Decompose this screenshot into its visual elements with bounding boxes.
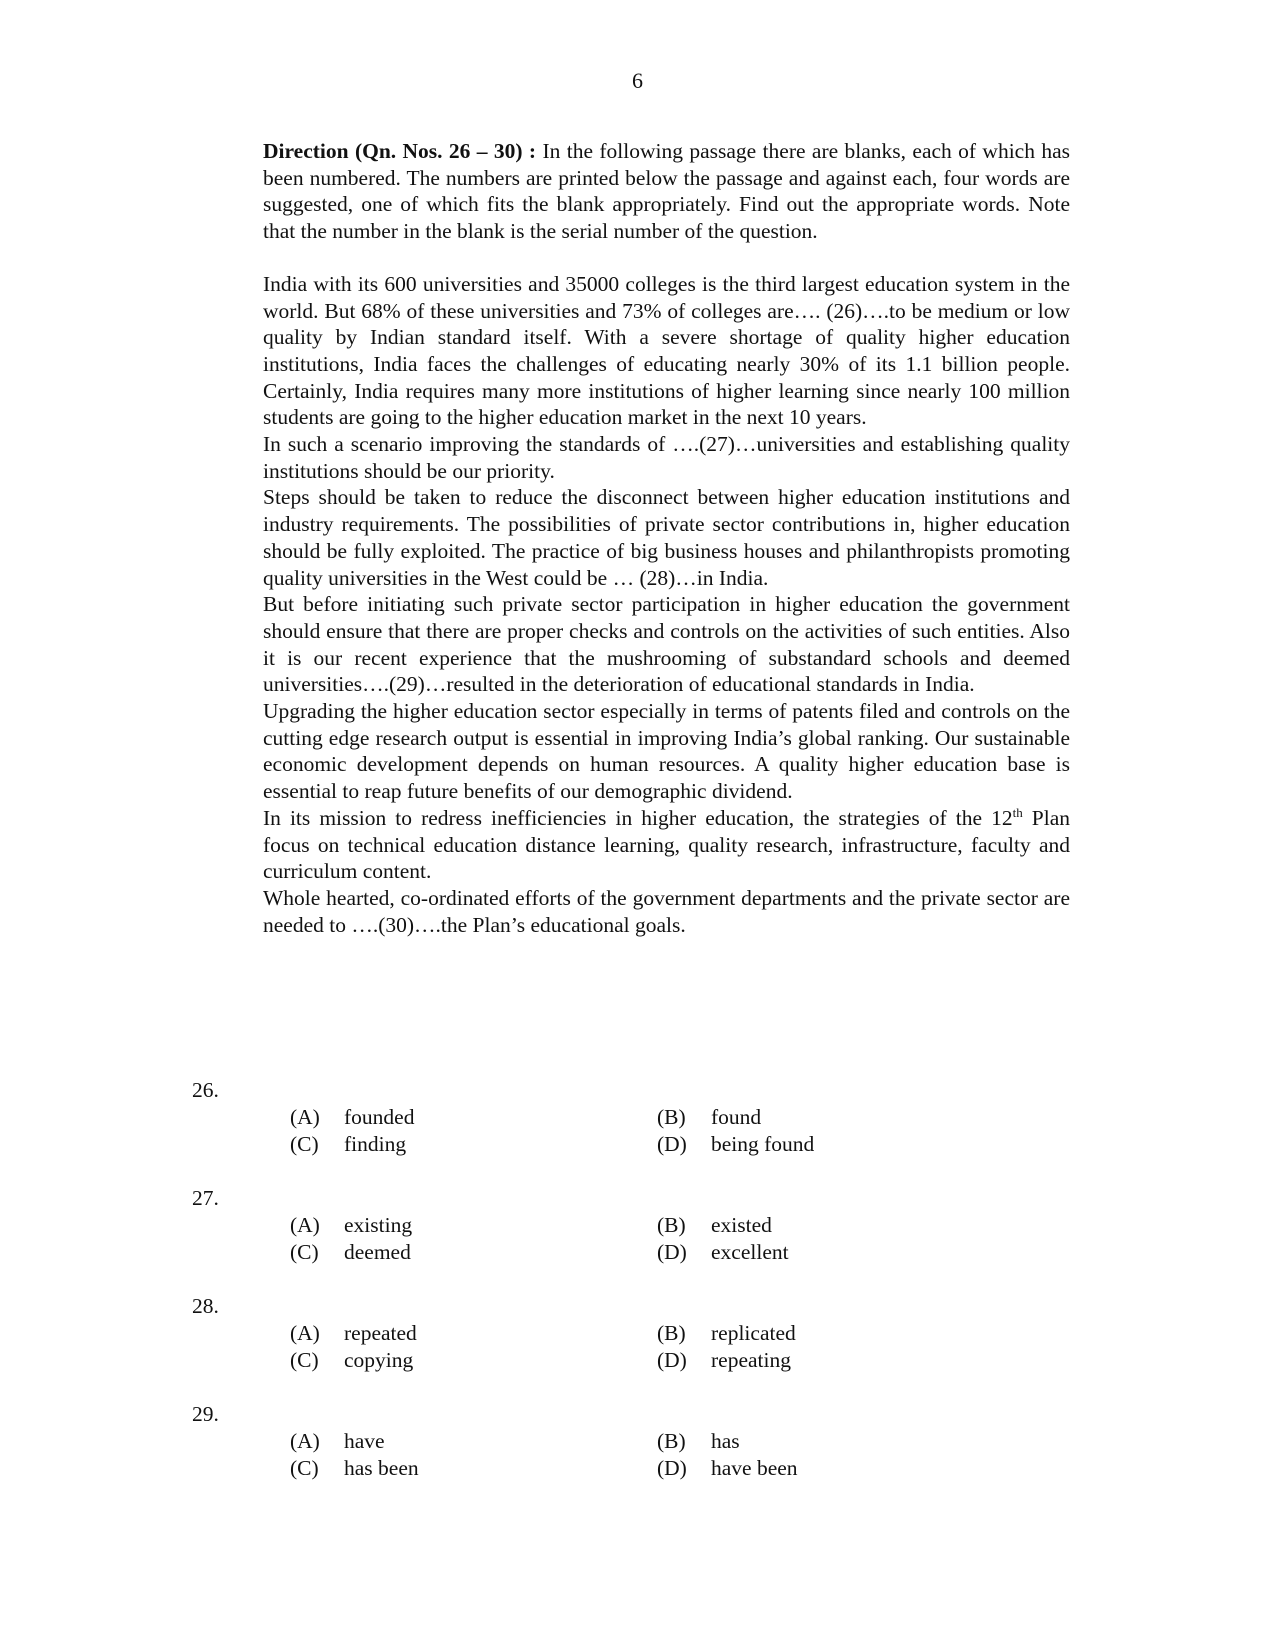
- direction-text: In the following passage there are blanks, each of which has been numbered. The numbers are printed below the passage and against each, four words are suggested, one of which fits the blank appropriately. Find out the appropriate words. Note that the number in the blank is the serial number of the question.: [263, 139, 1070, 244]
- option-letter: (C): [290, 1456, 319, 1480]
- plan-text-after: Plan focus on technical education distance learning, quality research, infrastructure, faculty and curriculum content.: [263, 805, 1070, 884]
- option-letter: (B): [657, 1429, 686, 1453]
- plan-text-before: In its mission to redress inefficiencies in higher education, the strategies of the 12: [263, 805, 1013, 830]
- question-27: [192, 1185, 1092, 1293]
- option-d[interactable]: [657, 1131, 814, 1158]
- question-number: 28.: [192, 1294, 219, 1318]
- option-b[interactable]: [657, 1104, 761, 1131]
- question-number: 29.: [192, 1402, 219, 1426]
- option-b[interactable]: [657, 1212, 772, 1239]
- option-d[interactable]: [657, 1347, 791, 1374]
- option-letter: (A): [290, 1105, 320, 1129]
- option-text: found: [711, 1105, 762, 1129]
- question-number: 27.: [192, 1186, 219, 1210]
- option-text: have been: [711, 1456, 798, 1480]
- option-text: replicated: [711, 1321, 796, 1345]
- option-text: have: [344, 1429, 385, 1453]
- option-c[interactable]: [290, 1455, 419, 1482]
- passage-paragraph: In such a scenario improving the standards of ….(27)…universities and establishing quality institutions should be our priority.: [263, 432, 1070, 483]
- option-text: repeating: [711, 1348, 791, 1372]
- option-text: existed: [711, 1213, 772, 1237]
- option-text: excellent: [711, 1240, 789, 1264]
- option-text: has been: [344, 1456, 419, 1480]
- option-b[interactable]: [657, 1320, 796, 1347]
- option-letter: (D): [657, 1348, 687, 1372]
- passage: [263, 271, 1070, 939]
- question-29: [192, 1401, 1092, 1509]
- option-text: existing: [344, 1213, 413, 1237]
- option-letter: (B): [657, 1321, 686, 1345]
- option-c[interactable]: [290, 1239, 411, 1266]
- options: [290, 1104, 890, 1158]
- option-text: finding: [344, 1132, 407, 1156]
- option-text: being found: [711, 1132, 815, 1156]
- question-28: [192, 1293, 1092, 1401]
- question-number: 26.: [192, 1078, 219, 1102]
- option-c[interactable]: [290, 1347, 413, 1374]
- option-letter: (B): [657, 1213, 686, 1237]
- option-a[interactable]: [290, 1212, 412, 1239]
- question-26: [192, 1077, 1092, 1185]
- passage-paragraph: But before initiating such private sector participation in higher education the government should ensure that there are proper checks and controls on the activities of such entities. Also it is our recent experience that the mushrooming of substandard schools and deemed universities….(29)…resulted in the deterioration of educational standards in India.: [263, 592, 1070, 697]
- option-text: founded: [344, 1105, 415, 1129]
- page-number: 6: [632, 68, 643, 93]
- options: [290, 1428, 890, 1482]
- option-d[interactable]: [657, 1455, 798, 1482]
- passage-paragraph: Steps should be taken to reduce the disconnect between higher education institutions and industry requirements. The possibilities of private sector contributions in, higher education should be fully exploited. The practice of big business houses and philanthropists promoting quality universities in the West could be … (28)…in India.: [263, 485, 1070, 590]
- passage-paragraph: India with its 600 universities and 35000 colleges is the third largest education system in the world. But 68% of these universities and 73% of colleges are…. (26)….to be medium or low quality by Indian standard itself. With a severe shortage of quality higher education institutions, India faces the challenges of educating nearly 30% of its 1.1 billion people. Certainly, India requires many more institutions of higher learning since nearly 100 million students are going to the higher education market in the next 10 years.: [263, 271, 1070, 430]
- options: [290, 1320, 890, 1374]
- option-a[interactable]: [290, 1428, 385, 1455]
- option-letter: (A): [290, 1213, 320, 1237]
- direction-label: Direction (Qn. Nos. 26 – 30) :: [263, 139, 537, 163]
- passage-paragraph: Whole hearted, co-ordinated efforts of the government departments and the private sector are needed to ….(30)….the Plan’s educational goals.: [263, 885, 1070, 937]
- page-content: [263, 138, 1070, 938]
- option-text: repeated: [344, 1321, 417, 1345]
- option-a[interactable]: [290, 1320, 417, 1347]
- option-text: copying: [344, 1348, 414, 1372]
- option-letter: (A): [290, 1321, 320, 1345]
- option-letter: (C): [290, 1348, 319, 1372]
- option-letter: (B): [657, 1105, 686, 1129]
- option-b[interactable]: [657, 1428, 740, 1455]
- passage-paragraph: Upgrading the higher education sector especially in terms of patents filed and controls on the cutting edge research output is essential in improving India’s global ranking. Our sustainable economic development depends on human resources. A quality higher education base is essential to reap future benefits of our demographic dividend.: [263, 699, 1070, 804]
- option-text: deemed: [344, 1240, 411, 1264]
- question-list: [192, 1077, 1092, 1509]
- options: [290, 1212, 890, 1266]
- option-letter: (C): [290, 1132, 319, 1156]
- option-a[interactable]: [290, 1104, 414, 1131]
- option-letter: (D): [657, 1240, 687, 1264]
- direction-paragraph: [263, 138, 1070, 245]
- plan-ordinal-suffix: th: [1012, 804, 1023, 820]
- option-text: has: [711, 1429, 740, 1453]
- passage-paragraph-plan: [263, 805, 1070, 885]
- option-letter: (D): [657, 1456, 687, 1480]
- option-letter: (A): [290, 1429, 320, 1453]
- option-c[interactable]: [290, 1131, 406, 1158]
- option-letter: (C): [290, 1240, 319, 1264]
- option-d[interactable]: [657, 1239, 789, 1266]
- option-letter: (D): [657, 1132, 687, 1156]
